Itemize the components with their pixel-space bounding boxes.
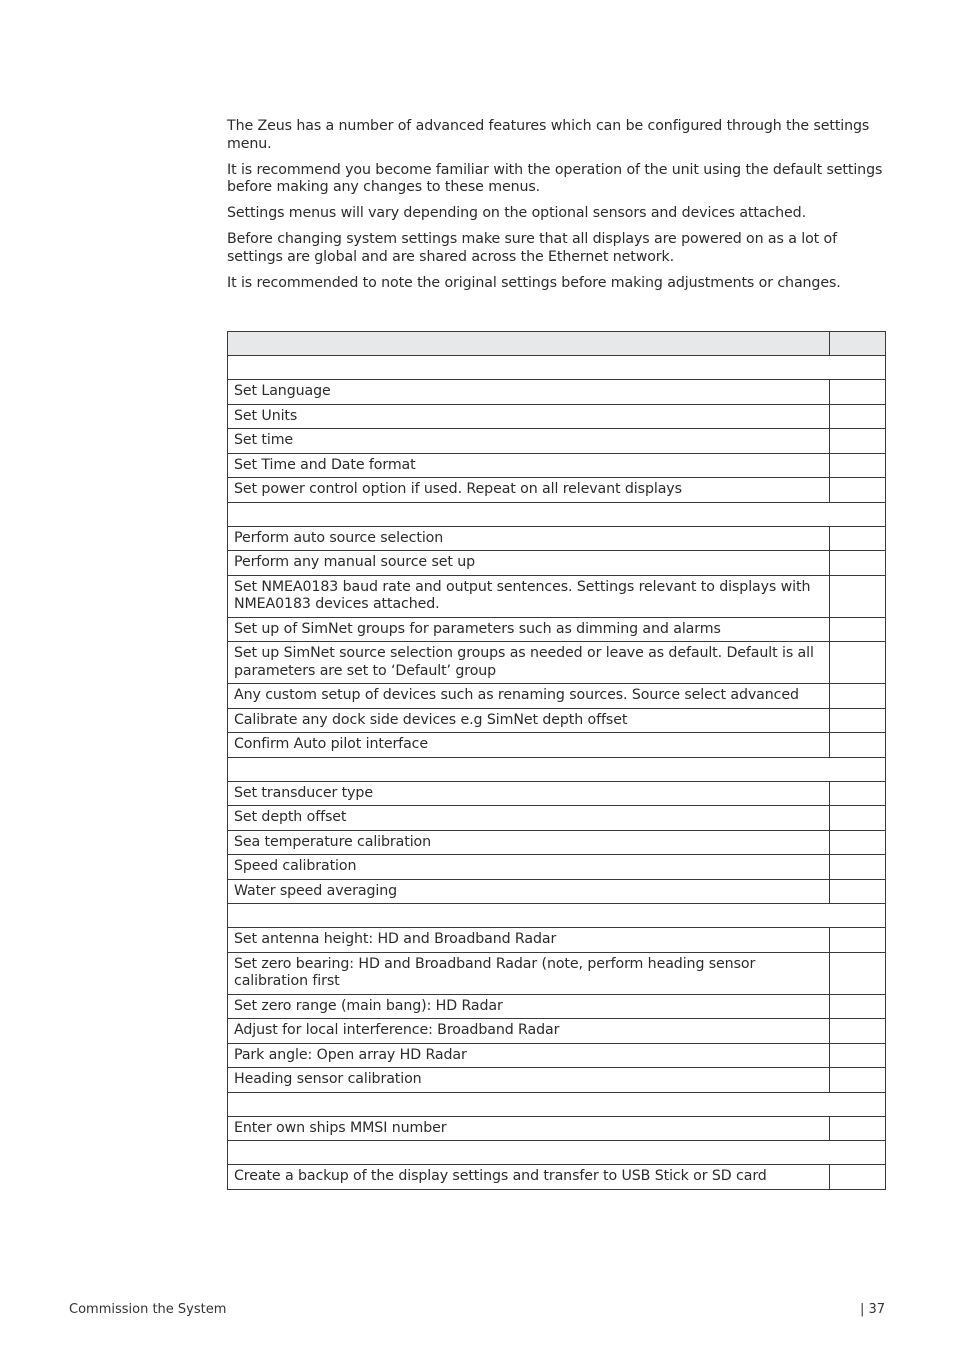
task-cell: Perform any manual source set up xyxy=(228,551,830,576)
section-heading-cell xyxy=(228,904,886,928)
section-row xyxy=(228,356,886,380)
section-row xyxy=(228,502,886,526)
table-row xyxy=(228,380,886,405)
section-heading-cell xyxy=(228,502,886,526)
table-row xyxy=(228,684,886,709)
checkbox-cell[interactable] xyxy=(830,994,886,1019)
checkbox-cell[interactable] xyxy=(830,617,886,642)
intro-paragraph: The Zeus has a number of advanced features which can be configured through the settings menu. xyxy=(227,118,870,152)
table-row xyxy=(228,429,886,454)
section-heading-cell xyxy=(228,1092,886,1116)
footer-section-title: Commission the System xyxy=(69,1302,227,1317)
section-heading-cell xyxy=(228,356,886,380)
intro-paragraph: Settings menus will vary depending on the optional sensors and devices attached. xyxy=(227,205,806,221)
checkbox-cell[interactable] xyxy=(830,684,886,709)
checkbox-cell[interactable] xyxy=(830,1068,886,1093)
task-cell: Set antenna height: HD and Broadband Radar xyxy=(228,928,830,953)
task-cell: Water speed averaging xyxy=(228,879,830,904)
checkbox-cell[interactable] xyxy=(830,1019,886,1044)
table-row xyxy=(228,617,886,642)
table-row xyxy=(228,830,886,855)
table-row xyxy=(228,1165,886,1190)
section-heading-cell xyxy=(228,1141,886,1165)
task-cell: Create a backup of the display settings and transfer to USB Stick or SD card xyxy=(228,1165,830,1190)
task-cell: Confirm Auto pilot interface xyxy=(228,733,830,758)
table-row xyxy=(228,952,886,994)
table-header-row xyxy=(228,332,886,356)
task-cell: Set depth offset xyxy=(228,806,830,831)
task-cell: Set time xyxy=(228,429,830,454)
task-cell: Heading sensor calibration xyxy=(228,1068,830,1093)
task-cell: Set up SimNet source selection groups as needed or leave as default. Default is all parameters are set to ‘Default’ group xyxy=(228,642,830,684)
task-cell: Set NMEA0183 baud rate and output sentences. Settings relevant to displays with NMEA0183 devices attached. xyxy=(228,575,830,617)
task-cell: Set Units xyxy=(228,404,830,429)
table-row xyxy=(228,855,886,880)
intro-paragraph: It is recommend you become familiar with the operation of the unit using the default settings before making any changes to these menus. xyxy=(227,161,883,195)
checkbox-cell[interactable] xyxy=(830,429,886,454)
checkbox-cell[interactable] xyxy=(830,708,886,733)
checklist-body xyxy=(228,332,886,1190)
task-cell: Perform auto source selection xyxy=(228,526,830,551)
table-row xyxy=(228,453,886,478)
checkbox-cell[interactable] xyxy=(830,575,886,617)
task-cell: Enter own ships MMSI number xyxy=(228,1116,830,1141)
footer-page-number: | 37 xyxy=(859,1302,885,1317)
task-cell: Set up of SimNet groups for parameters such as dimming and alarms xyxy=(228,617,830,642)
checkbox-cell[interactable] xyxy=(830,855,886,880)
checkbox-cell[interactable] xyxy=(830,1043,886,1068)
checkbox-cell[interactable] xyxy=(830,806,886,831)
table-row xyxy=(228,1068,886,1093)
checkbox-cell[interactable] xyxy=(830,642,886,684)
task-cell: Set zero range (main bang): HD Radar xyxy=(228,994,830,1019)
table-row xyxy=(228,551,886,576)
section-row xyxy=(228,1092,886,1116)
intro-text xyxy=(227,118,887,301)
section-heading-cell xyxy=(228,757,886,781)
task-cell: Adjust for local interference: Broadband Radar xyxy=(228,1019,830,1044)
table-row xyxy=(228,1019,886,1044)
table-row xyxy=(228,879,886,904)
task-cell: Set power control option if used. Repeat on all relevant displays xyxy=(228,478,830,503)
section-row xyxy=(228,757,886,781)
table-row xyxy=(228,994,886,1019)
table-row xyxy=(228,708,886,733)
checkbox-cell[interactable] xyxy=(830,781,886,806)
table-row xyxy=(228,1116,886,1141)
task-cell: Set Language xyxy=(228,380,830,405)
table-row xyxy=(228,526,886,551)
table-row xyxy=(228,928,886,953)
table-row xyxy=(228,733,886,758)
checkbox-cell[interactable] xyxy=(830,830,886,855)
task-cell: Set transducer type xyxy=(228,781,830,806)
checkbox-cell[interactable] xyxy=(830,551,886,576)
section-row xyxy=(228,1141,886,1165)
header-check-cell xyxy=(830,332,886,356)
task-cell: Set zero bearing: HD and Broadband Radar (note, perform heading sensor calibration first xyxy=(228,952,830,994)
table-row xyxy=(228,1043,886,1068)
table-row xyxy=(228,478,886,503)
task-cell: Calibrate any dock side devices e.g SimNet depth offset xyxy=(228,708,830,733)
intro-paragraph: It is recommended to note the original settings before making adjustments or changes. xyxy=(227,274,841,291)
checkbox-cell[interactable] xyxy=(830,733,886,758)
header-cell xyxy=(228,332,830,356)
intro-paragraph: Before changing system settings make sure that all displays are powered on as a lot of settings are global and are shared across the Ethernet network. xyxy=(227,231,837,265)
checkbox-cell[interactable] xyxy=(830,404,886,429)
checkbox-cell[interactable] xyxy=(830,952,886,994)
table-row xyxy=(228,642,886,684)
task-cell: Set Time and Date format xyxy=(228,453,830,478)
task-cell: Sea temperature calibration xyxy=(228,830,830,855)
checkbox-cell[interactable] xyxy=(830,478,886,503)
task-cell: Speed calibration xyxy=(228,855,830,880)
checkbox-cell[interactable] xyxy=(830,380,886,405)
checkbox-cell[interactable] xyxy=(830,879,886,904)
table-row xyxy=(228,806,886,831)
task-cell: Park angle: Open array HD Radar xyxy=(228,1043,830,1068)
checkbox-cell[interactable] xyxy=(830,453,886,478)
commissioning-checklist-table xyxy=(227,331,886,1190)
table-row xyxy=(228,404,886,429)
table-row xyxy=(228,781,886,806)
section-row xyxy=(228,904,886,928)
checkbox-cell[interactable] xyxy=(830,1116,886,1141)
checkbox-cell[interactable] xyxy=(830,526,886,551)
checkbox-cell[interactable] xyxy=(830,1165,886,1190)
checkbox-cell[interactable] xyxy=(830,928,886,953)
table-row xyxy=(228,575,886,617)
task-cell: Any custom setup of devices such as renaming sources. Source select advanced xyxy=(228,684,830,709)
